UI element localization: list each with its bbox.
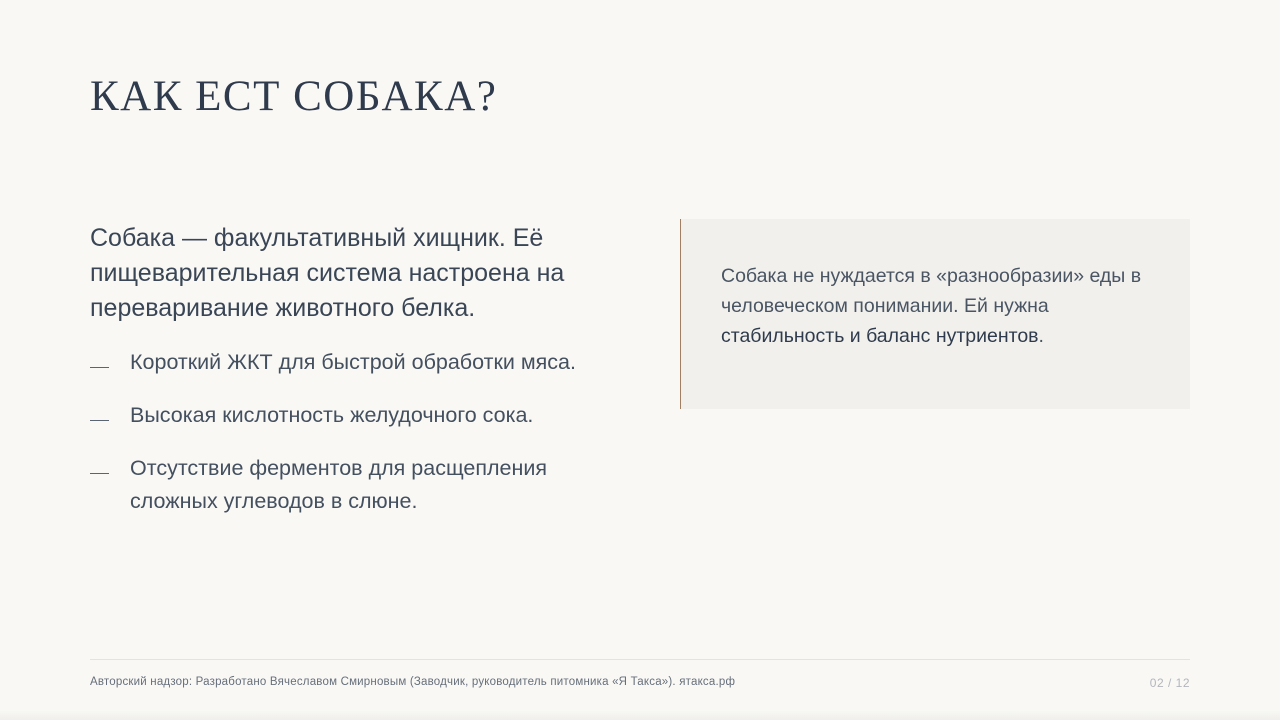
bullet-text: Высокая кислотность желудочного сока.	[130, 403, 534, 427]
bullet-text: Короткий ЖКТ для быстрой обработки мяса.	[130, 350, 576, 374]
list-item	[90, 346, 610, 379]
bullet-list	[90, 346, 610, 538]
slide-title: КАК ЕСТ СОБАКА?	[90, 73, 498, 120]
callout-emphasis: стабильность и баланс нутриентов	[721, 325, 1039, 347]
list-item	[90, 452, 610, 518]
dash-icon	[90, 367, 109, 368]
lead-paragraph: Собака — факультативный хищник. Её пищеварительная система настроена на переваривание животного белка.	[90, 224, 565, 322]
callout-box	[680, 219, 1190, 409]
dash-icon	[90, 473, 109, 474]
footer-credit: Авторский надзор: Разработано Вячеславом Смирновым (Заводчик, руководитель питомника «Я Такса»). ятакса.рф	[90, 676, 736, 688]
dash-icon	[90, 420, 109, 421]
page-number: 02 / 12	[1149, 676, 1190, 690]
callout-text-end: .	[1038, 325, 1044, 347]
bullet-text: Отсутствие ферментов для расщепления сложных углеводов в слюне.	[130, 456, 548, 513]
callout-text-part: Собака не нуждается в «разнообразии» еды в человеческом понимании. Ей нужна	[721, 265, 1142, 317]
list-item	[90, 399, 610, 432]
footer-divider	[90, 659, 1190, 660]
callout-text	[721, 261, 1150, 351]
bottom-shade	[0, 710, 1280, 720]
